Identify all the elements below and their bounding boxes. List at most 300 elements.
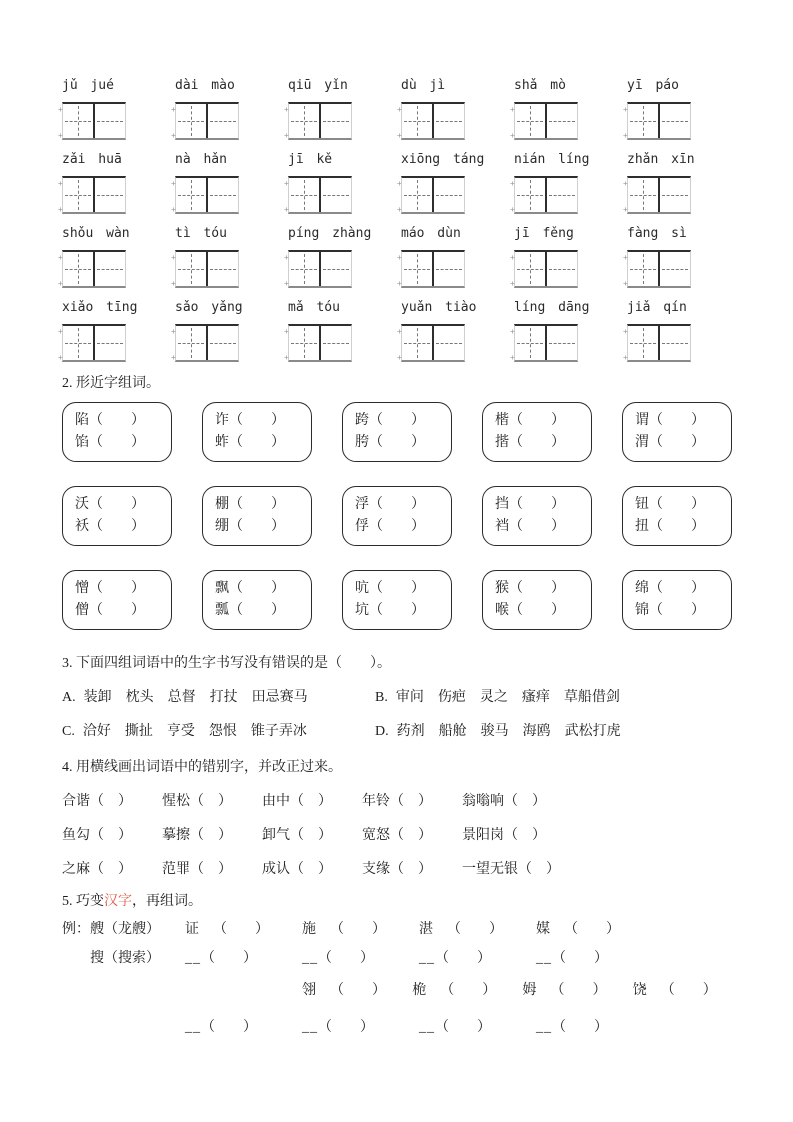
char: 媒 [536, 922, 550, 937]
char: 谓 [635, 413, 649, 428]
correction-item [62, 859, 132, 880]
option-words: 审问 伤疤 灵之 瘙痒 草船借剑 [395, 690, 620, 705]
pair-line [635, 410, 731, 432]
pinyin-entry [514, 300, 627, 362]
writing-grid [627, 176, 691, 214]
char: 浮 [355, 497, 369, 512]
spacer [62, 1017, 185, 1038]
char: 沃 [75, 497, 89, 512]
answer-underscore: __ [185, 1020, 201, 1035]
blank-parens: （ ） [89, 603, 145, 618]
word-pair-box [342, 486, 452, 546]
blank-parens: （ ） [290, 794, 332, 809]
pair-line [215, 600, 311, 622]
correction-item [262, 791, 332, 812]
word-pair-box [482, 402, 592, 462]
pinyin-label: nà hǎn [175, 152, 227, 167]
word: 宽怒 [362, 828, 390, 843]
word-pair-box [202, 402, 312, 462]
char: 馅 [75, 435, 89, 450]
blank-parens: （ ） [229, 497, 285, 512]
blank-parens: （ ） [190, 862, 232, 877]
char: 诈 [215, 413, 229, 428]
section-2-heading: 2. 形近字组词。 [62, 376, 160, 391]
pinyin-label: jī kě [288, 152, 333, 167]
word-pair-box [62, 570, 172, 630]
writing-grid [401, 176, 465, 214]
pair-line [495, 432, 591, 454]
transform-cell [302, 919, 419, 940]
char: 证 [185, 922, 199, 937]
pair-line [75, 578, 171, 600]
blank-parens: （ ） [509, 435, 565, 450]
blank-parens: （ ） [190, 828, 232, 843]
char: 胯 [355, 435, 369, 450]
pinyin-entry [288, 152, 401, 214]
grid-cell [434, 104, 464, 138]
grid-cell [515, 252, 547, 286]
option-B [375, 688, 620, 708]
pinyin-label: nián líng [514, 152, 590, 167]
blank-parens: （ ） [89, 413, 145, 428]
char: 扭 [635, 519, 649, 534]
pair-line [495, 410, 591, 432]
blank-parens: （ ） [504, 828, 546, 843]
grid-cell [660, 104, 690, 138]
blank-parens: （ ） [504, 794, 546, 809]
pair-line [355, 410, 451, 432]
grid-cell [547, 252, 577, 286]
transform-blank-cell [185, 948, 302, 969]
pair-line [75, 516, 171, 538]
grid-cell [95, 178, 125, 212]
word: 范罪 [162, 862, 190, 877]
pinyin-entry [62, 78, 175, 140]
pinyin-entry [627, 152, 740, 214]
blank-parens: （ ） [435, 1020, 491, 1035]
grid-cell [321, 326, 351, 360]
pinyin-entry [627, 226, 740, 288]
grid-cell [176, 104, 208, 138]
correction-item [162, 859, 232, 880]
char: 裆 [495, 519, 509, 534]
pair-line [355, 578, 451, 600]
blank-parens: （ ） [649, 581, 705, 596]
word: 支缘 [362, 862, 390, 877]
writing-grid [62, 176, 126, 214]
correction-item [62, 825, 132, 846]
option-label: A. [62, 690, 76, 705]
correction-item [462, 825, 546, 846]
pinyin-label: yuǎn tiào [401, 300, 477, 315]
grid-cell [289, 178, 321, 212]
pinyin-label: tì tóu [175, 226, 227, 241]
pair-box-row-3 [62, 570, 743, 630]
pair-line [75, 600, 171, 622]
char: 袄 [75, 519, 89, 534]
word: 惺松 [162, 794, 190, 809]
grid-cell [434, 326, 464, 360]
pair-line [635, 600, 731, 622]
transform-blank-cell [419, 948, 536, 969]
correction-item [162, 791, 232, 812]
grid-cell [176, 252, 208, 286]
blank-parens: （ ） [90, 794, 132, 809]
grid-cell [63, 252, 95, 286]
pinyin-label: dài mào [175, 78, 235, 93]
char: 僧 [75, 603, 89, 618]
pinyin-entry [62, 300, 175, 362]
transform-row-4 [62, 1017, 743, 1038]
char: 翎 [302, 983, 316, 998]
answer-underscore: __ [302, 1020, 318, 1035]
pair-line [355, 494, 451, 516]
heading-text: ，再组词。 [132, 894, 202, 909]
transform-cell [419, 919, 536, 940]
example-bottom: 搜（搜索） [90, 951, 160, 966]
pinyin-entry [288, 78, 401, 140]
pinyin-entry [288, 300, 401, 362]
word-pair-box [342, 402, 452, 462]
pair-line [635, 516, 731, 538]
option-D [375, 722, 621, 742]
pinyin-entry [401, 226, 514, 288]
word-pair-box [202, 570, 312, 630]
blank-parens: （ ） [318, 1020, 374, 1035]
word: 年铃 [362, 794, 390, 809]
char: 楷 [495, 413, 509, 428]
blank-parens: （ ） [440, 983, 497, 998]
transform-blank-cell [419, 1017, 536, 1038]
answer-underscore: __ [302, 951, 318, 966]
blank-parens: （ ） [564, 922, 620, 937]
transform-cell [302, 980, 412, 1001]
char: 陷 [75, 413, 89, 428]
pinyin-label: sǎo yǎng [175, 300, 243, 315]
grid-cell [289, 326, 321, 360]
grid-cell [208, 178, 238, 212]
char: 飘 [215, 581, 229, 596]
answer-underscore: __ [536, 951, 552, 966]
blank-parens: （ ） [509, 581, 565, 596]
blank-parens: （ ） [649, 519, 705, 534]
transform-cell [633, 980, 743, 1001]
char: 坑 [355, 603, 369, 618]
char: 俘 [355, 519, 369, 534]
char: 施 [302, 922, 316, 937]
blank-parens: （ ） [509, 519, 565, 534]
blank-parens: （ ） [649, 603, 705, 618]
writing-grid [401, 250, 465, 288]
pinyin-entry [175, 152, 288, 214]
correction-item [462, 791, 546, 812]
pair-line [495, 516, 591, 538]
pair-line [495, 578, 591, 600]
writing-grid [62, 102, 126, 140]
grid-cell [63, 178, 95, 212]
pinyin-entry [627, 78, 740, 140]
grid-cell [515, 104, 547, 138]
word: 摹擦 [162, 828, 190, 843]
pinyin-entry [401, 152, 514, 214]
pinyin-entry [62, 226, 175, 288]
char: 揩 [495, 435, 509, 450]
answer-underscore: __ [419, 1020, 435, 1035]
pinyin-label: máo dùn [401, 226, 461, 241]
blank-parens: （ ） [447, 922, 503, 937]
transform-blank-cell [536, 1017, 653, 1038]
char: 瓢 [215, 603, 229, 618]
correction-row-2 [62, 825, 743, 846]
pair-line [75, 432, 171, 454]
grid-cell [402, 178, 434, 212]
word-pair-box [622, 570, 732, 630]
word-pair-box [482, 486, 592, 546]
blank-parens: （ ） [90, 862, 132, 877]
writing-grid [514, 102, 578, 140]
section-3-heading: 3. 下面四组词语中的生字书写没有错误的是（ ）。 [62, 656, 391, 671]
transform-row-3 [62, 980, 743, 1001]
blank-parens: （ ） [552, 951, 608, 966]
pinyin-row-3 [62, 226, 743, 288]
pinyin-entry [401, 300, 514, 362]
correction-item [262, 825, 332, 846]
grid-cell [660, 178, 690, 212]
blank-parens: （ ） [390, 794, 432, 809]
transform-cell [523, 980, 633, 1001]
grid-cell [321, 104, 351, 138]
blank-parens: （ ） [435, 951, 491, 966]
pinyin-entry [514, 226, 627, 288]
pair-line [495, 600, 591, 622]
pinyin-label: shǎ mò [514, 78, 566, 93]
char: 喉 [495, 603, 509, 618]
blank-parens: （ ） [213, 922, 269, 937]
transform-blank-cell [536, 948, 653, 969]
char: 挡 [495, 497, 509, 512]
grid-cell [547, 104, 577, 138]
pinyin-label: yī páo [627, 78, 679, 93]
heading-red-text: 汉字 [104, 894, 132, 909]
blank-parens: （ ） [90, 828, 132, 843]
writing-grid [514, 250, 578, 288]
blank-parens: （ ） [660, 983, 717, 998]
blank-parens: （ ） [318, 951, 374, 966]
transform-cell [536, 919, 653, 940]
grid-cell [95, 252, 125, 286]
writing-grid [401, 102, 465, 140]
grid-cell [628, 326, 660, 360]
blank-parens: （ ） [649, 413, 705, 428]
word: 景阳岗 [462, 828, 504, 843]
spacer [62, 980, 302, 1001]
char: 渭 [635, 435, 649, 450]
blank-parens: （ ） [518, 862, 560, 877]
word-pair-box [202, 486, 312, 546]
char: 棚 [215, 497, 229, 512]
blank-parens: （ ） [369, 435, 425, 450]
pair-line [355, 432, 451, 454]
pinyin-label: jiǎ qín [627, 300, 687, 315]
grid-cell [628, 178, 660, 212]
pair-line [495, 494, 591, 516]
transform-cell [185, 919, 302, 940]
word: 成认 [262, 862, 290, 877]
char: 湛 [419, 922, 433, 937]
blank-parens: （ ） [369, 497, 425, 512]
example-top: 例：艘（龙艘） [62, 922, 160, 937]
correction-item [162, 825, 232, 846]
blank-parens: （ ） [290, 828, 332, 843]
correction-item [262, 859, 332, 880]
writing-grid [627, 324, 691, 362]
word-pair-box [342, 570, 452, 630]
word-pair-box [62, 402, 172, 462]
section-4 [62, 758, 743, 880]
blank-parens: （ ） [509, 497, 565, 512]
grid-cell [547, 178, 577, 212]
transform-blank-cell [185, 1017, 302, 1038]
pinyin-entry [175, 226, 288, 288]
pinyin-label: dù jì [401, 78, 446, 93]
pinyin-label: jǔ jué [62, 78, 114, 93]
option-label: D. [375, 724, 389, 739]
pair-line [75, 410, 171, 432]
pinyin-label: píng zhàng [288, 226, 372, 241]
blank-parens: （ ） [330, 922, 386, 937]
grid-cell [289, 104, 321, 138]
blank-parens: （ ） [89, 497, 145, 512]
char: 锦 [635, 603, 649, 618]
grid-cell [434, 178, 464, 212]
pair-line [355, 516, 451, 538]
blank-parens: （ ） [390, 828, 432, 843]
pinyin-grid-section [62, 78, 743, 362]
writing-grid [175, 324, 239, 362]
char: 姆 [522, 983, 537, 998]
grid-cell [660, 252, 690, 286]
grid-cell [660, 326, 690, 360]
word: 卸气 [262, 828, 290, 843]
options-row-1 [62, 688, 743, 708]
pair-line [215, 432, 311, 454]
pinyin-label: xiōng táng [401, 152, 485, 167]
pinyin-row-2 [62, 152, 743, 214]
char: 猴 [495, 581, 509, 596]
grid-cell [176, 178, 208, 212]
char: 绵 [635, 581, 649, 596]
pinyin-entry [514, 78, 627, 140]
pair-line [215, 578, 311, 600]
writing-grid [175, 250, 239, 288]
section-2 [62, 374, 743, 630]
section-3 [62, 654, 743, 742]
options-row-2 [62, 722, 743, 742]
blank-parens: （ ） [369, 413, 425, 428]
pinyin-label: mǎ tóu [288, 300, 340, 315]
grid-cell [402, 252, 434, 286]
word-pair-box [482, 570, 592, 630]
blank-parens: （ ） [201, 951, 257, 966]
pinyin-label: qiū yǐn [288, 78, 348, 93]
pinyin-label: fàng sì [627, 226, 687, 241]
char: 吭 [355, 581, 369, 596]
writing-grid [288, 250, 352, 288]
grid-cell [63, 104, 95, 138]
writing-grid [288, 102, 352, 140]
word: 一望无银 [462, 862, 518, 877]
correction-item [362, 791, 432, 812]
blank-parens: （ ） [89, 435, 145, 450]
pair-line [215, 516, 311, 538]
word: 由中 [262, 794, 290, 809]
word: 合谐 [62, 794, 90, 809]
blank-parens: （ ） [89, 581, 145, 596]
section-5-heading [62, 892, 743, 912]
pinyin-entry [627, 300, 740, 362]
blank-parens: （ ） [552, 1020, 608, 1035]
grid-cell [95, 104, 125, 138]
option-A [62, 688, 375, 708]
grid-cell [628, 104, 660, 138]
char: 跨 [355, 413, 369, 428]
heading-text: 5. 巧变 [62, 894, 104, 909]
option-label: C. [62, 724, 75, 739]
char: 饶 [632, 983, 647, 998]
writing-grid [401, 324, 465, 362]
transform-row-2 [62, 948, 743, 969]
pinyin-entry [175, 300, 288, 362]
pair-box-row-1 [62, 402, 743, 462]
writing-grid [175, 102, 239, 140]
blank-parens: （ ） [649, 435, 705, 450]
pinyin-label: zǎi huā [62, 152, 122, 167]
pinyin-entry [401, 78, 514, 140]
pair-line [75, 494, 171, 516]
correction-item [362, 859, 432, 880]
writing-grid [62, 324, 126, 362]
char: 钮 [635, 497, 649, 512]
transform-row-1 [62, 919, 743, 940]
word: 之麻 [62, 862, 90, 877]
blank-parens: （ ） [369, 603, 425, 618]
transform-blank-cell [302, 1017, 419, 1038]
writing-grid [627, 250, 691, 288]
grid-cell [515, 178, 547, 212]
blank-parens: （ ） [369, 519, 425, 534]
correction-row-3 [62, 859, 743, 880]
pinyin-label: zhǎn xīn [627, 152, 695, 167]
option-words: 药剂 船舱 骏马 海鸥 武松打虎 [396, 724, 621, 739]
word: 翁嗡响 [462, 794, 504, 809]
grid-cell [321, 252, 351, 286]
pinyin-label: shǒu wàn [62, 226, 130, 241]
pinyin-label: líng dāng [514, 300, 590, 315]
pinyin-row-4 [62, 300, 743, 362]
char: 憎 [75, 581, 89, 596]
writing-grid [514, 176, 578, 214]
grid-cell [547, 326, 577, 360]
writing-grid [288, 176, 352, 214]
answer-underscore: __ [536, 1020, 552, 1035]
pair-line [635, 432, 731, 454]
blank-parens: （ ） [369, 581, 425, 596]
blank-parens: （ ） [229, 413, 285, 428]
grid-cell [208, 104, 238, 138]
grid-cell [434, 252, 464, 286]
option-words: 洽好 撕扯 亨受 怨恨 锥子弄冰 [82, 724, 307, 739]
grid-cell [402, 104, 434, 138]
